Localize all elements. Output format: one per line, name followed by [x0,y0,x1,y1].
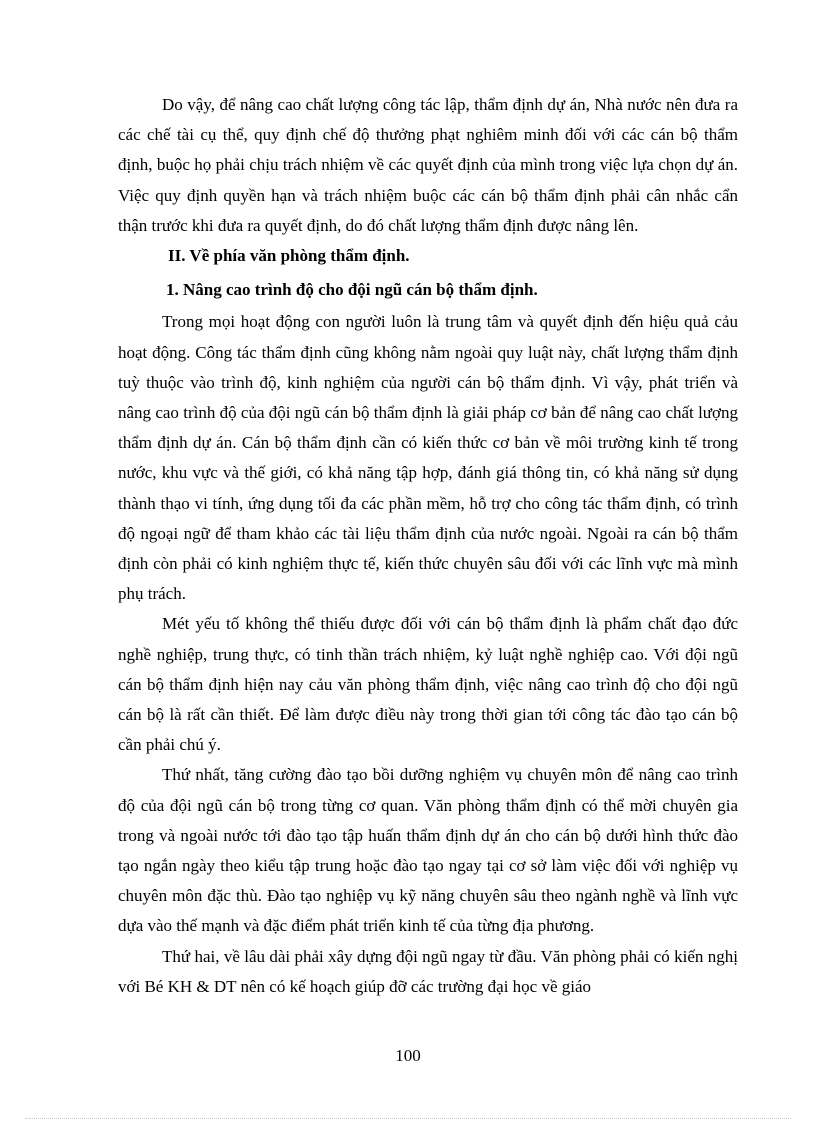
page-content [118,90,738,1002]
section-heading: II. Về phía văn phòng thẩm định. [168,246,410,266]
paragraph: Thứ nhất, tăng cường đào tạo bồi dưỡng nghiệm vụ chuyên môn để nâng cao trình độ của đội ngũ cán bộ trong từng cơ quan. Văn phòng thẩm định có thể mời chuyên gia trong và ngoài nước tới đào tạo tập huấn thẩm định dự án cho cán bộ dưới hình thức đào tạo ngắn ngày theo kiểu tập trung hoặc đào tạo ngay tại cơ sở làm việc đối với nghiệp vụ chuyên môn đặc thù. Đào tạo nghiệp vụ kỹ năng chuyên sâu theo ngành nghề và lĩnh vực dựa vào thế mạnh và đặc điểm phát triển kinh tế của từng địa phương. [118,765,738,936]
paragraph: Trong mọi hoạt động con người luôn là trung tâm và quyết định đến hiệu quả cảu hoạt động. Công tác thẩm định cũng không nằm ngoài quy luật này, chất lượng thẩm định tuỳ thuộc vào trình độ, kinh nghiệm của người cán bộ thẩm định. Vì vậy, phát triển và nâng cao trình độ của đội ngũ cán bộ thẩm định là giải pháp cơ bản để nâng cao chất lượng thẩm định dự án. Cán bộ thẩm định cần có kiến thức cơ bản về môi trường kinh tế trong nước, khu vực và thế giới, có khả năng tập hợp, đánh giá thông tin, có khả năng sử dụng thành thạo vi tính, ứng dụng tối đa các phần mềm, hỗ trợ cho công tác thẩm định, có trình độ ngoại ngữ để tham khảo các tài liệu thẩm định của nước ngoài. Ngoài ra cán bộ thẩm định còn phải có kinh nghiệm thực tế, kiến thức chuyên sâu đối với các lĩnh vực mà mình phụ trách. [118,312,738,604]
subsection-heading: 1. Nâng cao trình độ cho đội ngũ cán bộ thẩm định. [166,280,538,300]
paragraph: Mét yếu tố không thể thiếu được đối với cán bộ thẩm định là phẩm chất đạo đức nghề nghiệp, trung thực, có tinh thần trách nhiệm, kỷ luật nghề nghiệp cao. Với đội ngũ cán bộ thẩm định hiện nay cảu văn phòng thẩm định, việc nâng cao trình độ cho đội ngũ cán bộ là rất cần thiết. Để làm được điều này trong thời gian tới công tác đào tạo cán bộ cần phải chú ý. [118,614,738,755]
paragraph: Thứ hai, về lâu dài phải xây dựng đội ngũ ngay từ đầu. Văn phòng phải có kiến nghị với Bé KH & DT nên có kế hoạch giúp đỡ các trường đại học về giáo [118,946,738,996]
page-number: 100 [395,1046,421,1065]
page-border-divider [25,1118,791,1119]
paragraph: Do vậy, để nâng cao chất lượng công tác lập, thẩm định dự án, Nhà nước nên đưa ra các chế tài cụ thể, quy định chế độ thưởng phạt nghiêm minh đối với các cán bộ thẩm định, buộc họ phải chịu trách nhiệm về các quyết định của mình trong việc lựa chọn dự án. Việc quy định quyền hạn và trách nhiệm buộc các cán bộ thẩm định phải cân nhắc cẩn thận trước khi đưa ra quyết định, do đó chất lượng thẩm định được nâng lên. [118,95,738,235]
